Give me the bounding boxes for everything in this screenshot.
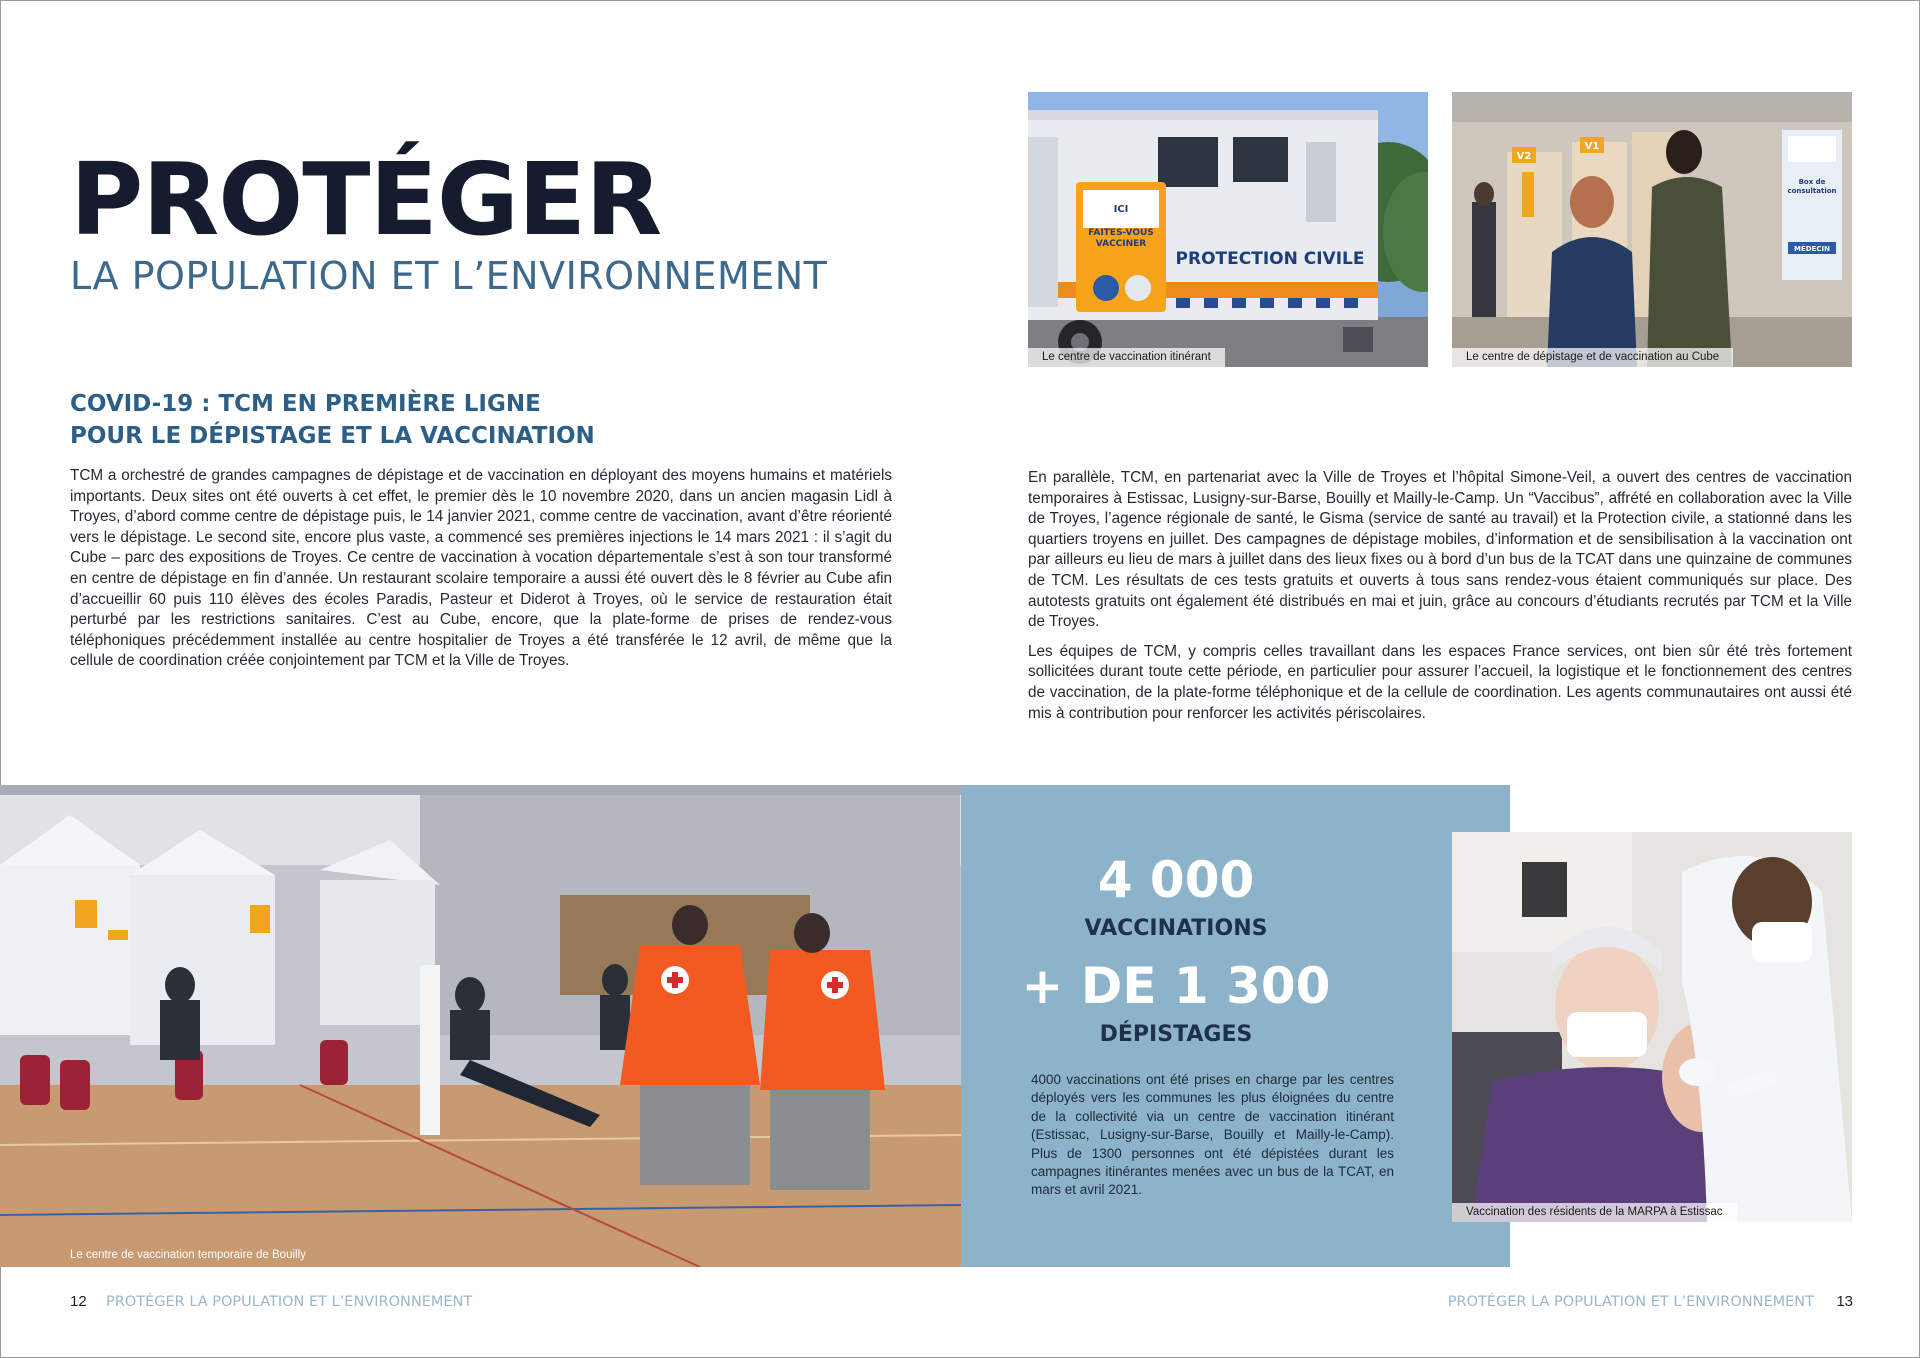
truck-illustration — [1028, 92, 1428, 367]
stats-panel — [961, 785, 1510, 1267]
photo-caption: Le centre de dépistage et de vaccination au Cube — [1452, 348, 1733, 367]
photo-gym-center — [0, 785, 961, 1267]
body-paragraph: TCM a orchestré de grandes campagnes de dépistage et de vaccination en déployant des moyens humains et matériels importants. Deux sites ont été ouverts à cet effet, le premier dès le 10 novembre 2020, dans un ancien magasin Lidl à Troyes, d’abord comme centre de dépistage puis, le 14 janvier 2021, comme centre de vaccination, avant d’être réorienté vers le dépistage. Le second site, encore plus vaste, a commencé ses premières injections le 14 mars 2021 : il s’agit du Cube – parc des expositions de Troyes. Ce centre de vaccination à vocation départementale s’est à son tour transformé en centre de dépistage en fin d’année. Un restaurant scolaire temporaire a aussi été ouvert dès le 8 février au Cube afin d’accueillir 60 puis 110 élèves des écoles Paradis, Pasteur et Diderot à Troyes, où le service de restauration était perturbé par les restrictions sanitaires. C’est au Cube, encore, que la plate-forme de prises de rendez-vous téléphoniques précédemment installée au centre hospitalier de Troyes a été transférée le 12 avril, de même que la cellule de coordination créée conjointement par TCM et la Ville de Troyes. — [70, 467, 892, 670]
stat-vaccinations-label: VACCINATIONS — [1084, 916, 1268, 941]
running-title-left: PROTÉGER LA POPULATION ET L’ENVIRONNEMENT — [106, 1294, 473, 1310]
stat-tests-label: DÉPISTAGES — [1099, 1022, 1253, 1047]
section-heading — [70, 388, 595, 452]
photo-vaccination-truck — [1028, 92, 1428, 367]
page-title: PROTÉGER — [70, 141, 662, 258]
running-title-right: PROTÉGER LA POPULATION ET L’ENVIRONNEMENT — [1447, 1294, 1814, 1310]
body-paragraph: Les équipes de TCM, y compris celles travaillant dans les espaces France services, ont bien sûr été très fortement sollicitées durant toute cette période, en particulier pour assurer l’accueil, la logistique et le fonctionnement des centres de vaccination, de la plate-forme téléphonique et de la cellule de coordination. Les agents communautaires ont aussi été mis à contribution pour renforcer les activités périscolaires. — [1028, 642, 1852, 722]
truck-sign-main: FAITES-VOUS VACCINER — [1088, 228, 1154, 249]
section-heading-line1: COVID-19 : TCM EN PREMIÈRE LIGNE — [70, 391, 541, 417]
body-paragraph: En parallèle, TCM, en partenariat avec la Ville de Troyes et l’hôpital Simone-Veil, a ouvert des centres de vaccination temporaires à Estissac, Lusigny-sur-Barse, Bouilly et Mailly-le-Camp. Un “Vaccibus”, affrété en collaboration avec la Ville de Troyes, l’agence régionale de santé, le Gisma (service de santé au travail) et la Protection civile, a stationné dans les quartiers troyens en juillet. Des campagnes de dépistage mobiles, d’information et de sensibilisation à la vaccination ont par ailleurs eu lieu de mars à juillet dans des lieux fixes ou à bord d’un bus de la TCAT dans une quinzaine de communes de TCM. Les résultats de ces tests gratuits et ouverts à tous sans rendez-vous étaient communiqués sur place. Des autotests gratuits ont également été distribués en mai et juin, grâce au concours d’étudiants recrutés par TCM et la Ville de Troyes. — [1028, 469, 1852, 631]
stat-vaccinations-number: 4 000 — [1097, 851, 1255, 909]
body-column-right — [1028, 468, 1852, 733]
cube-box-label: V1 — [1584, 141, 1600, 152]
page-number-left: 12 — [70, 1293, 87, 1310]
truck-text: PROTECTION CIVILE — [1175, 249, 1365, 269]
photo-cube-center — [1452, 92, 1852, 367]
page-number-right: 13 — [1836, 1293, 1853, 1310]
cube-sign-bottom: MÉDECIN — [1794, 245, 1830, 253]
page-subtitle: LA POPULATION ET L’ENVIRONNEMENT — [70, 254, 828, 298]
photo-caption: Le centre de vaccination itinérant — [1028, 348, 1225, 367]
body-column-left — [70, 466, 892, 681]
truck-sign-ici: ICI — [1113, 204, 1129, 215]
section-heading-line2: POUR LE DÉPISTAGE ET LA VACCINATION — [70, 423, 595, 449]
photo-caption: Vaccination des résidents de la MARPA à Estissac — [1452, 1203, 1737, 1222]
photo-caption: Le centre de vaccination temporaire de Bouilly — [70, 1249, 306, 1261]
stat-tests-number: + DE 1 300 — [1021, 957, 1331, 1015]
photo-elderly-vaccination — [1452, 832, 1852, 1222]
cube-sign-top: Box de consultation — [1787, 178, 1837, 195]
cube-illustration — [1452, 92, 1852, 367]
gym-illustration — [0, 785, 961, 1267]
elderly-illustration — [1452, 832, 1852, 1222]
stats-description: 4000 vaccinations ont été prises en charge par les centres déployés vers les communes les plus éloignées du centre de la collectivité via un centre de vaccination itinérant (Estissac, Lusigny-sur-Barse, Bouilly et Mailly-le-Camp). Plus de 1300 personnes ont été dépistées durant les campagnes itinérantes menées avec un bus de la TCAT, en mars et avril 2021. — [1031, 1072, 1394, 1198]
cube-box-label: V2 — [1516, 151, 1532, 162]
